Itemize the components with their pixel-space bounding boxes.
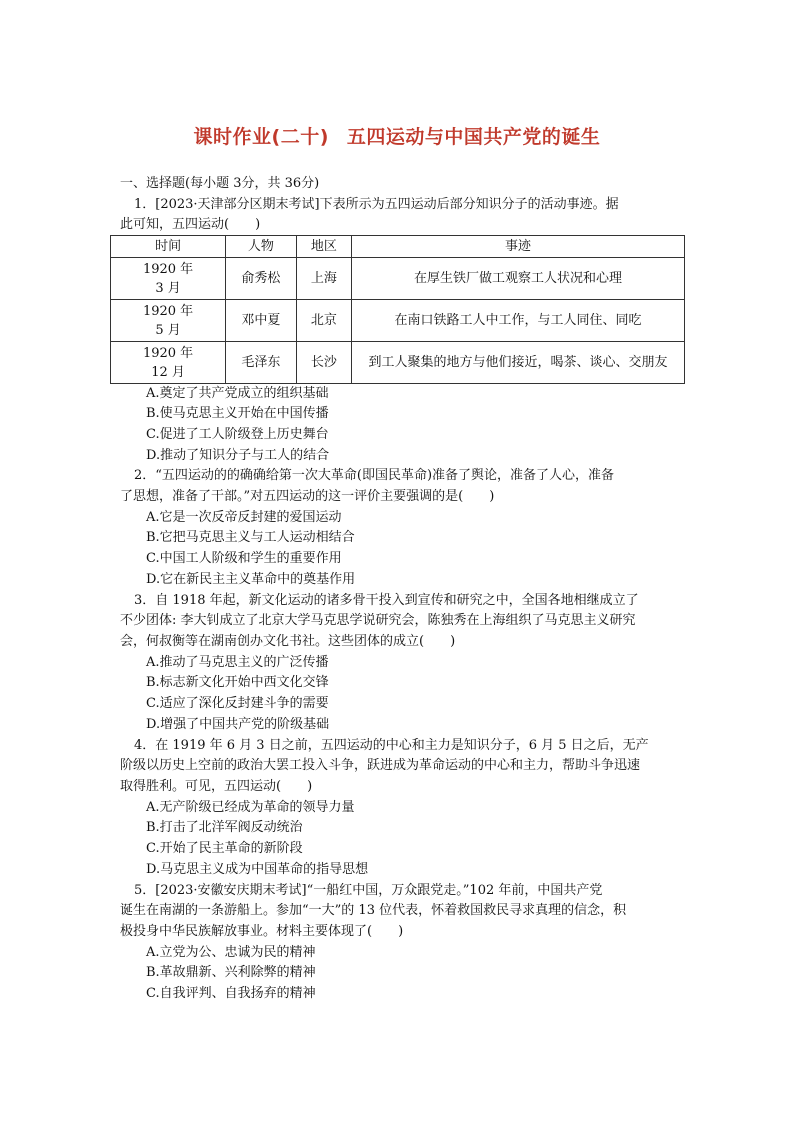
question-1-line-2: 此可知，五四运动( ) (120, 217, 261, 232)
cell-time (111, 300, 226, 342)
cell-deed: 到工人聚集的地方与他们接近，喝茶、谈心、交朋友 (352, 342, 685, 384)
header-deed: 事迹 (352, 236, 685, 258)
question-5-option-c: C.自我评判、自我扬弃的精神 (146, 986, 316, 1001)
cell-month: 12 月 (151, 364, 185, 380)
question-4-line-2: 阶级以历史上空前的政治大罢工投入斗争，跃进成为革命运动的中心和主力，帮助斗争迅速 (120, 758, 641, 773)
cell-place: 长沙 (296, 342, 352, 384)
cell-year: 1920 年 (142, 261, 194, 277)
question-5-line-3: 极投身中华民族解放事业。材料主要体现了( ) (120, 924, 404, 939)
question-3-option-b: B.标志新文化开始中西文化交锋 (146, 675, 329, 690)
question-5-option-b: B.革故鼎新、兴利除弊的精神 (146, 965, 316, 980)
cell-deed: 在厚生铁厂做工观察工人状况和心理 (352, 258, 685, 300)
header-time: 时间 (111, 236, 226, 258)
cell-person: 邓中夏 (226, 300, 296, 342)
question-5-line-2: 诞生在南湖的一条游船上。参加“一大”的 13 位代表，怀着救国救民寻求真理的信念，积 (120, 903, 627, 918)
cell-place: 上海 (296, 258, 352, 300)
cell-person: 毛泽东 (226, 342, 296, 384)
question-5-line-1: 5．[2023·安徽安庆期末考试]“一船红中国，万众跟党走。”102 年前，中国共产党 (134, 883, 603, 898)
question-4-line-3: 取得胜利。可见，五四运动( ) (120, 779, 313, 794)
question-3-option-a: A.推动了马克思主义的广泛传播 (146, 655, 329, 670)
question-2-option-b: B.它把马克思主义与工人运动相结合 (146, 530, 355, 545)
header-place: 地区 (296, 236, 352, 258)
title-part1: 课时作业(二十) (193, 126, 329, 148)
header-person: 人物 (226, 236, 296, 258)
section-heading: 一、选择题(每小题 3分，共 36分) (120, 176, 320, 191)
cell-time (111, 342, 226, 384)
table-row (111, 300, 685, 342)
question-4-option-d: D.马克思主义成为中国革命的指导思想 (146, 862, 369, 877)
cell-deed: 在南口铁路工人中工作，与工人同住、同吃 (352, 300, 685, 342)
cell-month: 3 月 (155, 280, 181, 296)
question-3-option-d: D.增强了中国共产党的阶级基础 (146, 717, 330, 732)
question-1-line-1: 1．[2023·天津部分区期末考试]下表所示为五四运动后部分知识分子的活动事迹。据 (134, 197, 619, 212)
cell-place: 北京 (296, 300, 352, 342)
question-3-line-3: 会，何叔衡等在湖南创办文化书社。这些团体的成立( ) (120, 634, 456, 649)
question-3-line-1: 3．自 1918 年起，新文化运动的诸多骨干投入到宣传和研究之中，全国各地相继成立了 (134, 593, 639, 608)
title-part2: 五四运动与中国共产党的诞生 (346, 126, 601, 148)
page-title (0, 122, 794, 149)
cell-month: 5 月 (155, 322, 181, 338)
cell-person: 俞秀松 (226, 258, 296, 300)
question-1-option-b: B.使马克思主义开始在中国传播 (146, 406, 329, 421)
question-2-option-a: A.它是一次反帝反封建的爱国运动 (146, 510, 342, 525)
question-3-line-2: 不少团体: 李大钊成立了北京大学马克思学说研究会，陈独秀在上海组织了马克思主义研究 (120, 613, 636, 628)
question-1-option-d: D.推动了知识分子与工人的结合 (146, 448, 330, 463)
table-row (111, 258, 685, 300)
question-1-option-c: C.促进了工人阶级登上历史舞台 (146, 427, 329, 442)
question-2-option-c: C.中国工人阶级和学生的重要作用 (146, 551, 342, 566)
cell-year: 1920 年 (142, 303, 194, 319)
question-3-option-c: C.适应了深化反封建斗争的需要 (146, 696, 329, 711)
question-2-line-1: 2．“五四运动的的确确给第一次大革命(即国民革命)准备了舆论，准备了人心，准备 (134, 468, 615, 483)
table-header-row (111, 236, 685, 258)
question-4-option-a: A.无产阶级已经成为革命的领导力量 (146, 800, 355, 815)
question-1-option-a: A.奠定了共产党成立的组织基础 (146, 386, 329, 401)
question-5-option-a: A.立党为公、忠诚为民的精神 (146, 945, 316, 960)
question-4-line-1: 4．在 1919 年 6 月 3 日之前，五四运动的中心和主力是知识分子，6 月 5 日之后，无产 (134, 738, 649, 753)
question-4-option-c: C.开始了民主革命的新阶段 (146, 841, 303, 856)
cell-time (111, 258, 226, 300)
activity-table (110, 235, 685, 384)
cell-year: 1920 年 (142, 345, 194, 361)
table-row (111, 342, 685, 384)
question-2-line-2: 了思想，准备了干部。”对五四运动的这一评价主要强调的是( ) (120, 489, 495, 504)
question-4-option-b: B.打击了北洋军阀反动统治 (146, 820, 303, 835)
question-2-option-d: D.它在新民主主义革命中的奠基作用 (146, 572, 356, 587)
